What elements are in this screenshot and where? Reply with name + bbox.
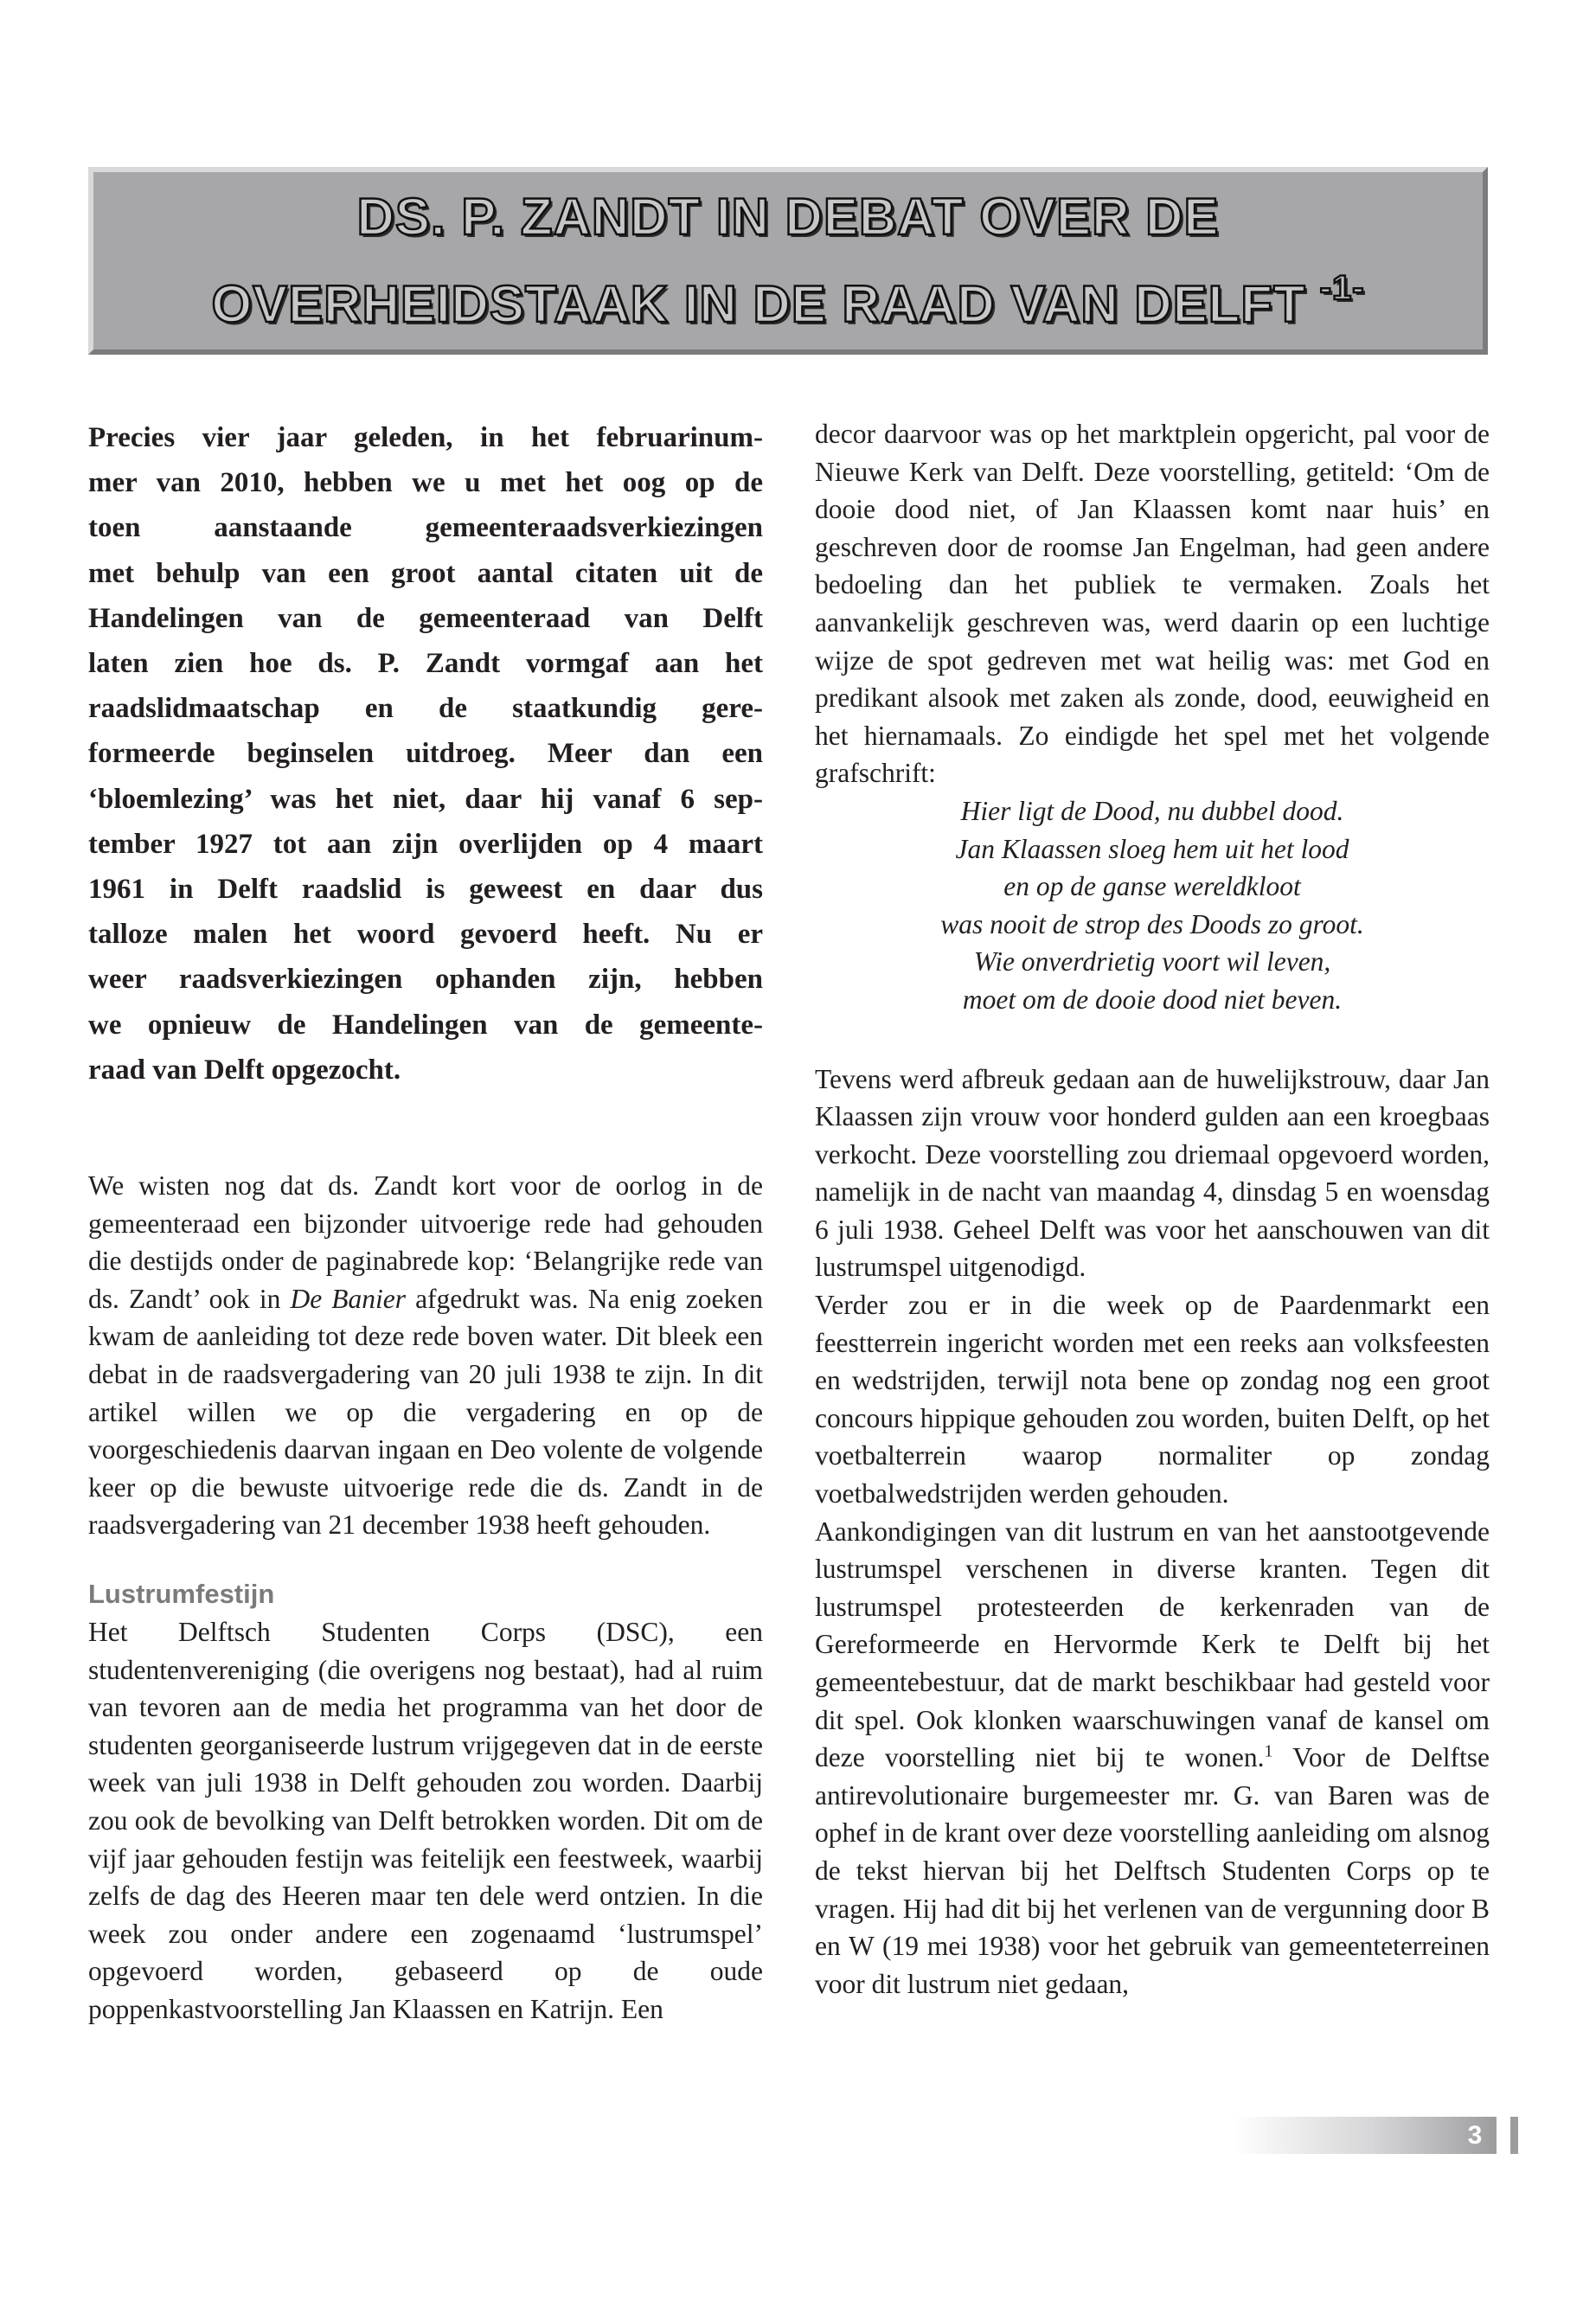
lead-line: 1961 in Delft raadslid is geweest en daar dus [88, 874, 763, 906]
intro-text-1: We wisten nog dat ds. Zandt kort voor de oorlog in de gemeenteraad een bijzonder uitvoerige rede had gehouden die destijds onder de paginabrede kop: ‘Belangrijke rede van ds. Zandt’ ook in [88, 1170, 763, 1314]
lead-line: talloze malen het woord gevoerd heeft. Nu er [88, 919, 763, 951]
title-line-2 [211, 253, 1364, 340]
lead-line: weer raadsverkiezingen ophanden zijn, hebben [88, 964, 763, 996]
lead-line: formeerde beginselen uitdroeg. Meer dan een [88, 738, 763, 770]
intro-text-2: afgedrukt was. Na enig zoeken kwam de aanleiding tot deze rede boven water. Dit bleek een debat in de raadsvergadering van 20 juli 1938 te zijn. In dit artikel willen we op die vergadering en op de voorgeschiedenis daarvan ingaan en Deo volente de volgende keer op die bewuste uitvoerige rede die ds. Zandt in de raadsvergadering van 21 december 1938 heeft gehouden. [88, 1283, 764, 1541]
poem-line: Hier ligt de Dood, nu dubbel dood. [960, 795, 1344, 826]
intro-paragraph [88, 1167, 763, 1544]
lead-line: raadslidmaatschap en de staatkundig gere- [88, 693, 763, 725]
poem-line: moet om de dooie dood niet beven. [962, 984, 1343, 1015]
poem-line: Jan Klaassen sloeg hem uit het lood [955, 833, 1349, 864]
body-paragraph [815, 1513, 1490, 2003]
title-line-1: DS. P. ZANDT IN DEBAT OVER DE [356, 188, 1220, 246]
body-text: Voor de Delftse antirevolutionaire burgemeester mr. G. van Baren was de ophef in de krant over deze voorstelling aanleiding om alsnog de tekst hiervan bij het Delftsch Studenten Corps op te vragen. Hij had dit bij het verlenen van de vergunning door B en W (19 mei 1938) voor het gebruik van gemeenteterreinen voor dit lustrum niet gedaan, [815, 1742, 1490, 1999]
lead-line: mer van 2010, hebben we u met het oog op de [88, 467, 763, 499]
lead-line: Precies vier jaar geleden, in het februarinum- [88, 422, 763, 453]
poem-line: Wie onverdrietig voort wil leven, [973, 946, 1331, 977]
lead-line: toen aanstaande gemeenteraadsverkiezingen [88, 512, 763, 544]
title-banner [88, 167, 1488, 355]
lead-line: Handelingen van de gemeenteraad van Delft [88, 602, 763, 634]
body-paragraph: Tevens werd afbreuk gedaan aan de huwelijkstrouw, daar Jan Klaassen zijn vrouw voor honderd gulden aan een kroegbaas verkocht. Deze voorstelling zou driemaal opgevoerd worden, namelijk in de nacht van maandag 4, dinsdag 5 en woensdag 6 juli 1938. Geheel Delft was voor het aanschouwen van dit lustrumspel uitgenodigd. [815, 1063, 1490, 1283]
lead-paragraph [88, 415, 763, 1093]
poem-line: was nooit de strop des Doods zo groot. [940, 908, 1364, 939]
left-column [88, 415, 763, 2029]
body-paragraph: Verder zou er in die week op de Paardenmarkt een feestterrein ingericht worden met een reeks aan volksfeesten en wedstrijden, terwijl nota bene op zondag nog een groot concours hippique gehouden zou worden, buiten Delft, op het voetbalterrein waarop normaliter op zondag voetbalwedstrijden werden gehouden. [815, 1290, 1490, 1509]
body-paragraph: Het Delftsch Studenten Corps (DSC), een studentenvereniging (die overigens nog bestaat), had al ruim van tevoren aan de media het programma van het door de studenten georganiseerde lustrum vrijgegeven dat in de eerste week van juli 1938 in Delft gehouden zou worden. Daarbij zou ook de bevolking van Delft betrokken worden. Dit om de vijf jaar gehouden festijn was feitelijk een feestweek, waarbij zelfs de dag des Heeren maar ten dele werd ontzien. In die week zou onder andere een zogenaamd ‘lustrumspel’ opgevoerd worden, gebaseerd op de oude poppenkastvoorstelling Jan Klaassen en Katrijn. Een [88, 1616, 763, 2024]
title-part-number: -1- [1319, 269, 1365, 307]
lead-line: met behulp van een groot aantal citaten uit de [88, 557, 763, 589]
poem-line: en op de ganse wereldkloot [1003, 871, 1301, 902]
lead-line: we opnieuw de Handelingen van de gemeente- [88, 1009, 763, 1041]
publication-title: De Banier [290, 1283, 407, 1314]
page-number: 3 [1467, 2121, 1483, 2150]
title-line-2-text: OVERHEIDSTAAK IN DE RAAD VAN DELFT [211, 275, 1306, 333]
lead-line: tember 1927 tot aan zijn overlijden op 4 maart [88, 828, 763, 860]
right-column [815, 415, 1490, 2003]
body-paragraph: decor daarvoor was op het marktplein opgericht, pal voor de Nieuwe Kerk van Delft. Deze voorstelling, getiteld: ‘Om de dooie dood niet, of Jan Klaassen komt naar huis’ en geschreven door de roomse Jan Engelman, had geen andere bedoeling dan het publiek te vermaken. Zoals het aanvankelijk geschreven was, werd daarin op een luchtige wijze de spot gedreven met wat heilig was: met God en predikant alsook met zaken als zonde, dood, eeuwigheid en het hiernamaals. Zo eindigde het spel met het volgende grafschrift: [815, 419, 1490, 789]
lead-line: raad van Delft opgezocht. [88, 1054, 401, 1086]
body-text: Aankondigingen van dit lustrum en van het aanstootgevende lustrumspel verschenen in diverse kranten. Tegen dit lustrumspel protesteerden de kerkenraden van de Gereformeerde en Hervormde Kerk te Delft bij het gemeentebestuur, dat de markt beschikbaar had gesteld voor dit spel. Ook klonken waarschuwingen vanaf de kansel om deze voorstelling niet bij te wonen. [815, 1516, 1490, 1773]
footer-tick [1510, 2117, 1518, 2154]
lead-line: ‘bloemlezing’ was het niet, daar hij vanaf 6 sep- [88, 783, 763, 815]
footnote-marker: 1 [1264, 1741, 1273, 1761]
lead-line: laten zien hoe ds. P. Zandt vormgaf aan het [88, 648, 763, 680]
epitaph-poem [815, 792, 1490, 1019]
section-heading: Lustrumfestijn [88, 1578, 275, 1609]
